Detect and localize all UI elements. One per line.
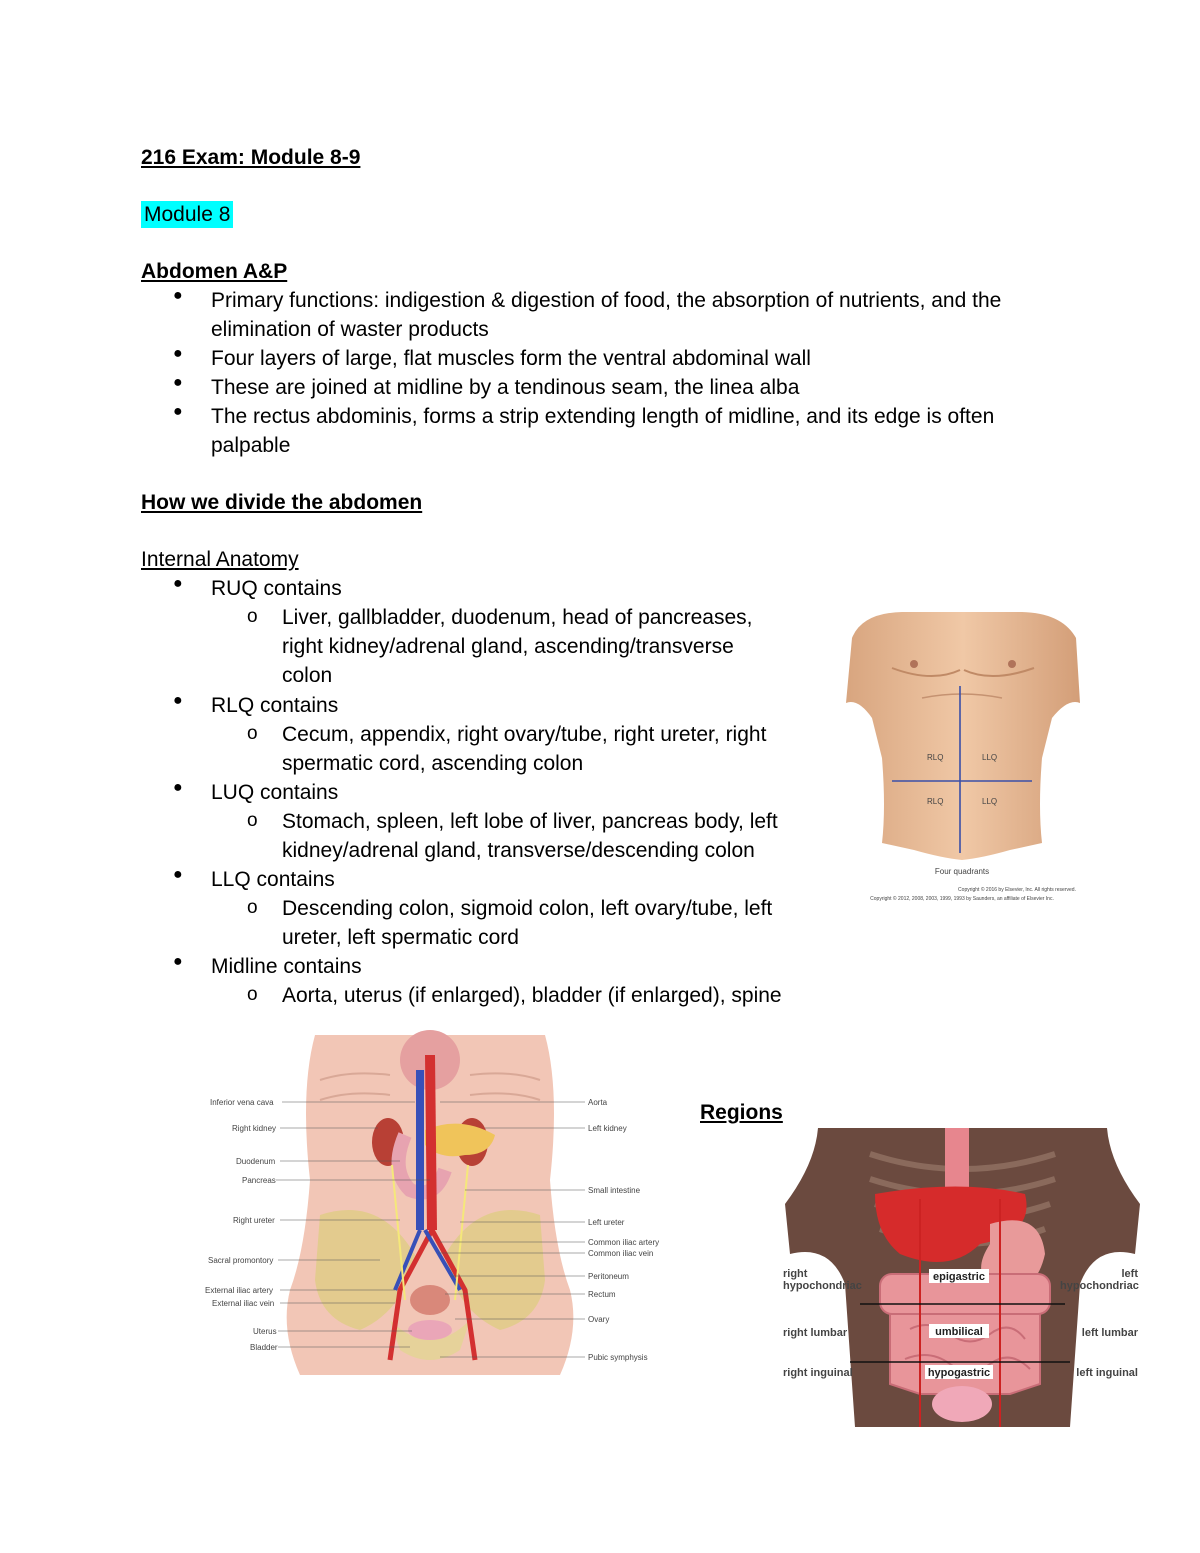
label-right-ureter: Right ureter xyxy=(233,1216,275,1225)
label-ovary: Ovary xyxy=(588,1315,610,1324)
llq-line-1: Descending colon, sigmoid colon, left ovary/tube, left xyxy=(282,897,773,920)
sub-bullet-icon: o xyxy=(247,606,258,627)
ruq-line-3: colon xyxy=(282,664,333,687)
luq-line-1: Stomach, spleen, left lobe of liver, pancreas body, left xyxy=(282,810,778,833)
sub-bullet-icon: o xyxy=(247,897,258,918)
bullet-icon: ● xyxy=(173,287,183,304)
quadrant-label-luq: LLQ xyxy=(982,753,998,762)
bullet-icon: ● xyxy=(173,866,183,883)
label-sacral-promontory: Sacral promontory xyxy=(208,1256,274,1265)
region-epigastric: epigastric xyxy=(933,1271,985,1283)
bullet-3: These are joined at midline by a tendinous seam, the linea alba xyxy=(211,376,800,399)
quadrant-caption: Four quadrants xyxy=(934,867,990,876)
region-right-lumbar: right lumbar xyxy=(783,1327,848,1339)
label-small-intestine: Small intestine xyxy=(588,1186,641,1195)
midline-label: Midline contains xyxy=(211,955,362,978)
module-highlight: Module 8 xyxy=(141,201,233,228)
label-left-kidney: Left kidney xyxy=(588,1124,627,1133)
label-peritoneum: Peritoneum xyxy=(588,1272,629,1281)
bullet-4-line-2: palpable xyxy=(211,434,291,457)
llq-line-2: ureter, left spermatic cord xyxy=(282,926,519,949)
label-pubic-symphysis: Pubic symphysis xyxy=(588,1353,648,1362)
doc-title: 216 Exam: Module 8-9 xyxy=(141,146,361,169)
bullet-2: Four layers of large, flat muscles form the ventral abdominal wall xyxy=(211,347,811,370)
midline-line-1: Aorta, uterus (if enlarged), bladder (if enlarged), spine xyxy=(282,984,782,1007)
label-bladder: Bladder xyxy=(250,1343,278,1352)
label-duodenum: Duodenum xyxy=(236,1157,276,1166)
section-heading-abdomen-ap: Abdomen A&P xyxy=(141,260,288,283)
rlq-line-2: spermatic cord, ascending colon xyxy=(282,752,584,775)
bullet-1-line-2: elimination of waster products xyxy=(211,318,489,341)
label-common-iliac-artery: Common iliac artery xyxy=(588,1238,660,1247)
torso-illustration xyxy=(842,608,1082,908)
bullet-1-line-1: Primary functions: indigestion & digestion of food, the absorption of nutrients, and the xyxy=(211,289,1002,312)
region-right-inguinal: right inguinal xyxy=(783,1367,853,1379)
region-right-hypochondriac-line-1: right xyxy=(783,1268,808,1280)
rlq-line-1: Cecum, appendix, right ovary/tube, right ureter, right xyxy=(282,723,767,746)
sub-bullet-icon: o xyxy=(247,723,258,744)
region-right-hypochondriac xyxy=(783,1268,862,1292)
label-aorta: Aorta xyxy=(588,1098,608,1107)
rlq-label: RLQ contains xyxy=(211,694,339,717)
region-right-hypochondriac-line-2: hypochondriac xyxy=(783,1280,862,1292)
luq-label: LUQ contains xyxy=(211,781,339,804)
four-quadrants-figure xyxy=(842,608,1082,908)
bullet-icon: ● xyxy=(173,692,183,709)
internal-anatomy-heading: Internal Anatomy xyxy=(141,548,299,571)
quadrant-copyright-1: Copyright © 2016 by Elsevier, Inc. All rights reserved. xyxy=(958,887,1076,893)
label-external-iliac-artery: External iliac artery xyxy=(205,1286,274,1295)
region-left-hypochondriac xyxy=(1060,1268,1138,1292)
bullet-icon: ● xyxy=(173,779,183,796)
sub-bullet-icon: o xyxy=(247,810,258,831)
ruq-line-1: Liver, gallbladder, duodenum, head of pancreases, xyxy=(282,606,753,629)
label-right-kidney: Right kidney xyxy=(232,1124,277,1133)
internal-anatomy-figure xyxy=(200,1030,660,1385)
label-external-iliac-vein: External iliac vein xyxy=(212,1299,275,1308)
bullet-icon: ● xyxy=(173,953,183,970)
label-rectum: Rectum xyxy=(588,1290,616,1299)
luq-line-2: kidney/adrenal gland, transverse/descending colon xyxy=(282,839,755,862)
region-left-lumbar: left lumbar xyxy=(1081,1327,1138,1339)
bullet-icon: ● xyxy=(173,575,183,592)
label-inferior-vena-cava: Inferior vena cava xyxy=(210,1098,274,1107)
sub-bullet-icon: o xyxy=(247,984,258,1005)
bullet-icon: ● xyxy=(173,345,183,362)
region-left-hypochondriac-line-1: left xyxy=(1121,1268,1138,1280)
section-heading-divide: How we divide the abdomen xyxy=(141,491,423,514)
module-label xyxy=(141,200,233,229)
ruq-label: RUQ contains xyxy=(211,577,342,600)
ruq-line-2: right kidney/adrenal gland, ascending/transverse xyxy=(282,635,734,658)
label-pancreas: Pancreas xyxy=(242,1176,276,1185)
region-umbilical: umbilical xyxy=(935,1326,983,1338)
region-hypogastric: hypogastric xyxy=(927,1367,991,1379)
label-common-iliac-vein: Common iliac vein xyxy=(588,1249,654,1258)
bullet-4-line-1: The rectus abdominis, forms a strip extending length of midline, and its edge is often xyxy=(211,405,995,428)
region-left-hypochondriac-line-2: hypochondriac xyxy=(1060,1280,1139,1292)
llq-label: LLQ contains xyxy=(211,868,335,891)
label-left-ureter: Left ureter xyxy=(588,1218,625,1227)
bullet-icon: ● xyxy=(173,374,183,391)
quadrant-label-rlq: RLQ xyxy=(927,797,944,806)
regions-heading: Regions xyxy=(700,1101,783,1124)
quadrant-label-ruq: RLQ xyxy=(927,753,944,762)
bullet-icon: ● xyxy=(173,403,183,420)
quadrant-copyright-2: Copyright © 2012, 2008, 2003, 1999, 1993 by Saunders, an affiliate of Elsevier Inc. xyxy=(870,896,1054,902)
anatomy-illustration xyxy=(200,1030,660,1385)
region-left-inguinal: left inguinal xyxy=(1076,1367,1138,1379)
label-uterus: Uterus xyxy=(253,1327,277,1336)
quadrant-label-llq: LLQ xyxy=(982,797,998,806)
